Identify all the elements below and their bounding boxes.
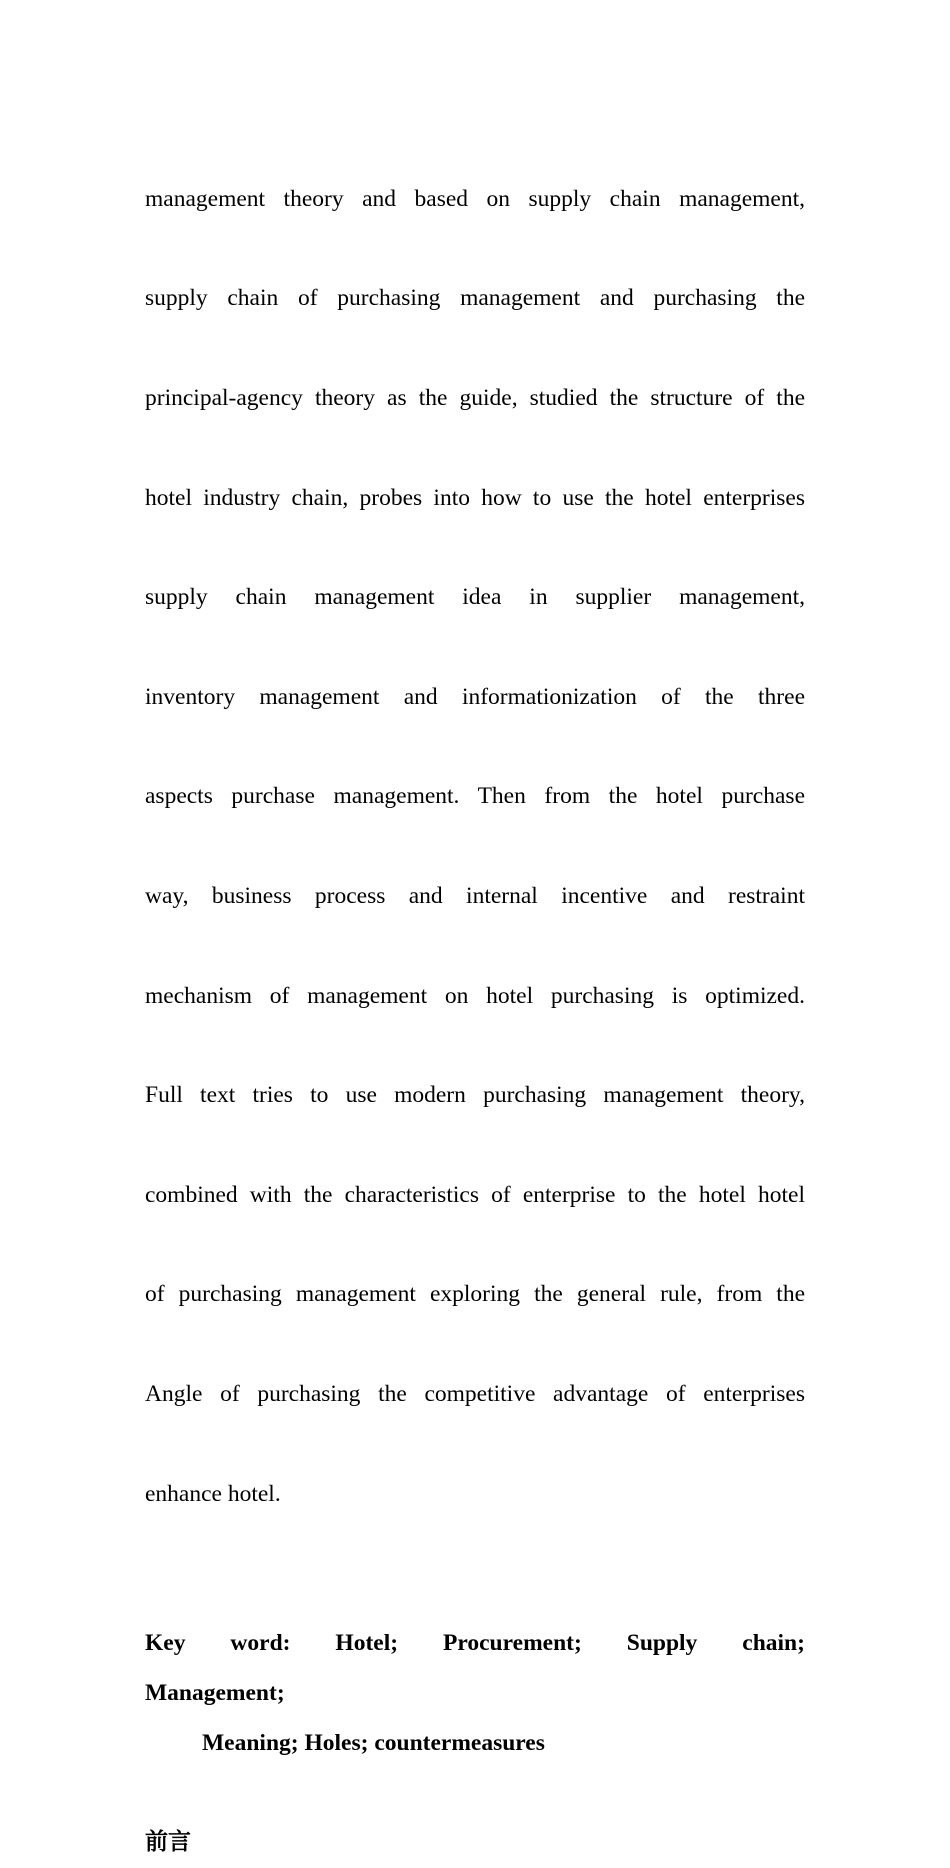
keyword-token: Key (145, 1629, 186, 1656)
abstract-line: way, business process and internal incentive and restraint (145, 882, 805, 909)
abstract-line: Full text tries to use modern purchasing management theory, (145, 1082, 805, 1109)
abstract-line: inventory management and informationization of the three (145, 683, 805, 710)
keywords-line: Meaning; Holes; countermeasures (202, 1729, 545, 1756)
page-content (145, 125, 805, 1868)
abstract-line: supply chain management idea in supplier management, (145, 584, 805, 611)
keywords-line: Management; (145, 1679, 285, 1706)
keyword-token: chain; (742, 1629, 805, 1656)
abstract-line: principal-agency theory as the guide, studied the structure of the (145, 384, 805, 411)
abstract-line: management theory and based on supply chain management, (145, 185, 805, 212)
keywords-line (145, 1619, 805, 1669)
abstract-line: Angle of purchasing the competitive advantage of enterprises (145, 1380, 805, 1407)
keyword-token: Supply (626, 1629, 698, 1656)
abstract-line: hotel industry chain, probes into how to use the hotel enterprises (145, 484, 805, 511)
keywords-block (145, 1619, 805, 1768)
abstract-line: of purchasing management exploring the general rule, from the (145, 1281, 805, 1308)
abstract-paragraph (145, 125, 805, 1569)
abstract-line: supply chain of purchasing management and purchasing the (145, 285, 805, 312)
abstract-line: aspects purchase management. Then from the hotel purchase (145, 783, 805, 810)
abstract-line: enhance hotel. (145, 1480, 281, 1507)
keyword-token: word: (230, 1629, 291, 1656)
keyword-token: Hotel; (335, 1629, 399, 1656)
abstract-line: combined with the characteristics of enterprise to the hotel hotel (145, 1181, 805, 1208)
abstract-line: mechanism of management on hotel purchasing is optimized. (145, 982, 805, 1009)
preface-heading: 前言 (145, 1829, 191, 1856)
keyword-token: Procurement; (443, 1629, 582, 1656)
